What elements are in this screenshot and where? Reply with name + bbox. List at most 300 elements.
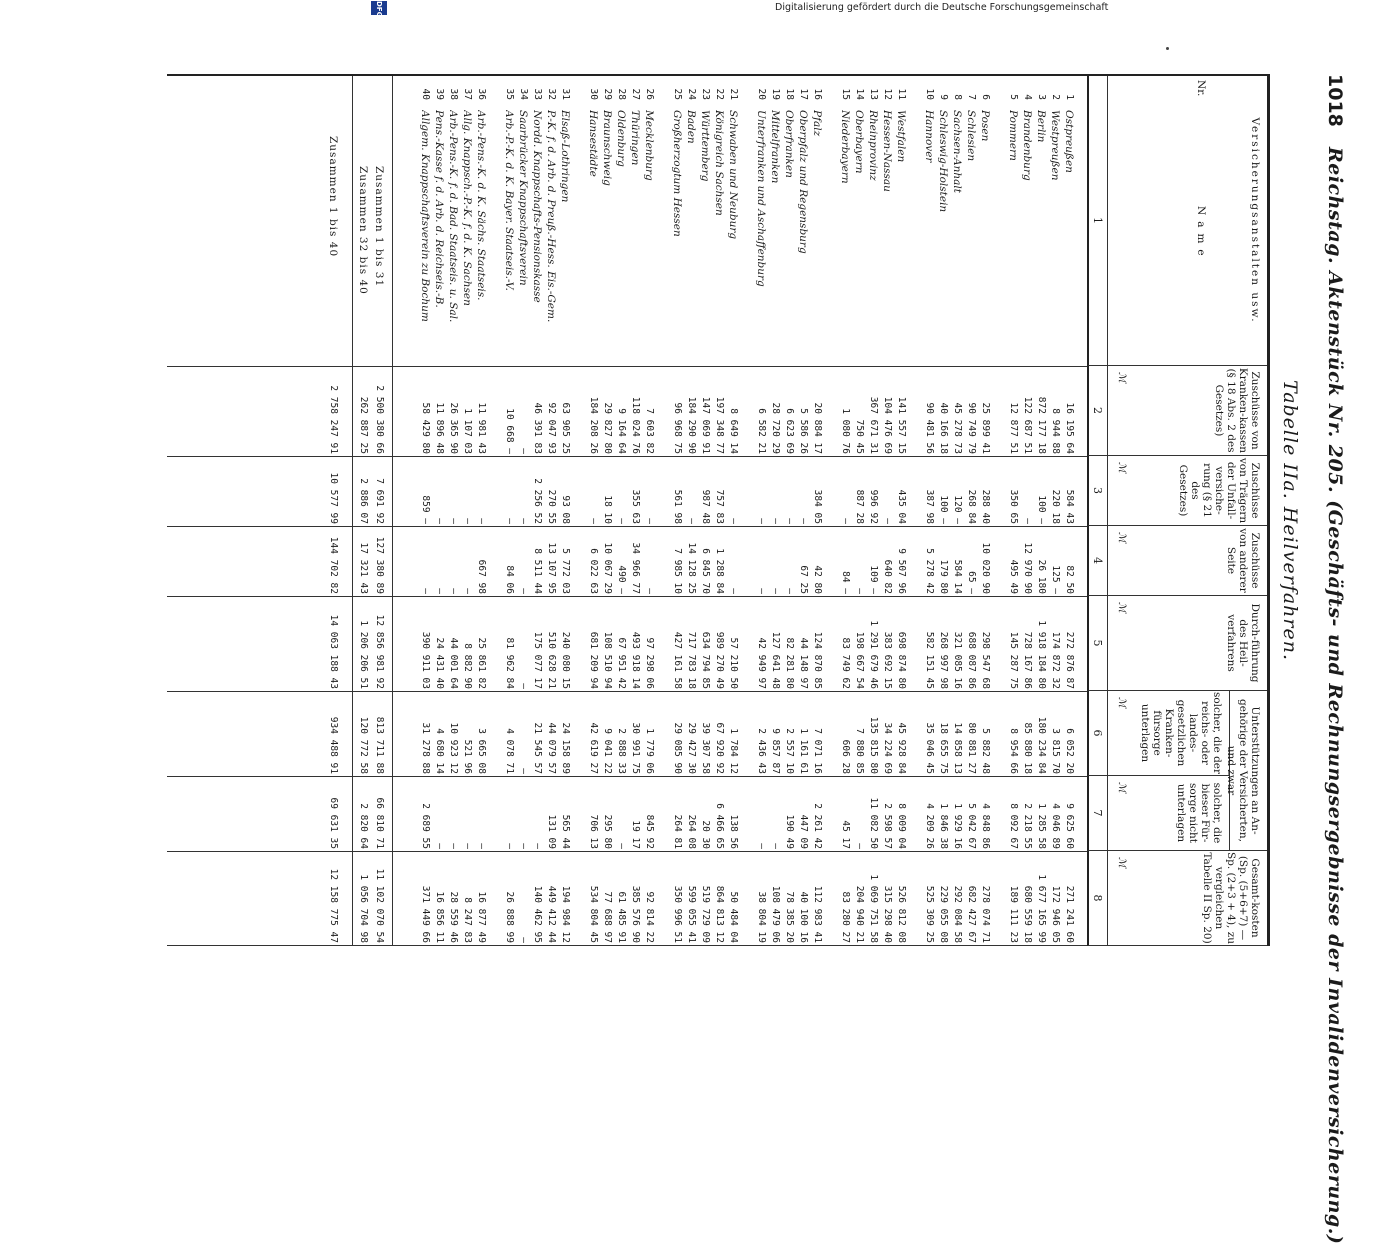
totals-row (373, 76, 385, 946)
table-row (531, 76, 543, 946)
row-number: 33 (532, 88, 543, 100)
cell-c6: 29 427 30 (686, 722, 697, 774)
cell-c4: — (784, 588, 795, 594)
cell-c4: 6 022 63 (588, 548, 599, 594)
row-number: 13 (868, 88, 879, 100)
total-cell-c2: 262 887 25 (358, 396, 369, 454)
row-number: 30 (588, 88, 599, 100)
institution-name: Braunschweig (601, 110, 613, 186)
institution-name: Arb.-P.-K. d. K. Bayer. Staatseis.-V. (503, 110, 515, 291)
row-number: 18 (784, 88, 795, 100)
cell-c8: 292 084 58 (952, 885, 963, 943)
table-row (1063, 76, 1075, 946)
cell-c4: 109 — (868, 565, 879, 594)
col-number-6: 6 (1087, 691, 1107, 776)
table-row (447, 76, 459, 946)
cell-c2: 9 164 64 (616, 408, 627, 454)
col-number-4: 4 (1087, 526, 1107, 596)
row-number: 26 (644, 88, 655, 100)
cell-c7: 845 92 (644, 814, 655, 849)
cell-c2: 8 649 14 (728, 408, 739, 454)
currency-mark: ℳ (1116, 697, 1127, 708)
cell-c5: 42 949 97 (756, 637, 767, 689)
cell-c3: 120 — (952, 495, 963, 524)
cell-c7: 9 625 60 (1064, 803, 1075, 849)
cell-c6: 3 815 70 (1050, 728, 1061, 774)
total-cell-c4: 17 321 43 (358, 542, 369, 594)
cell-c5: 493 918 14 (630, 631, 641, 689)
col-header-7: solcher, die bieser Für-sorge nicht unterlagen (1107, 776, 1229, 851)
cell-c4: 7 985 10 (672, 548, 683, 594)
cell-c2: 11 896 48 (434, 402, 445, 454)
institution-name: Oberbayern (853, 110, 865, 174)
cell-c5: 1 291 679 46 (868, 620, 879, 689)
cell-c4: 84 06 (504, 565, 515, 594)
cell-c4: 34 966 77 (630, 542, 641, 594)
cell-c2: 25 899 41 (980, 402, 991, 454)
cell-c4: 125 — (1050, 565, 1061, 594)
currency-mark: ℳ (1116, 532, 1127, 543)
cell-c7: 264 81 (672, 814, 683, 849)
cell-c8: 8 247 83 (462, 897, 473, 943)
cell-c4: 65 — (966, 571, 977, 594)
cell-c8: 83 280 27 (840, 891, 851, 943)
cell-c7: 295 80 (602, 814, 613, 849)
cell-c5: 24 431 40 (434, 637, 445, 689)
cell-c5: 272 876 87 (1064, 631, 1075, 689)
col-header-5: Durch-führung des Heil-verfahrens (1107, 596, 1267, 691)
table-row (1021, 76, 1033, 946)
cell-c7: — (504, 843, 515, 849)
cell-c5: 321 085 16 (952, 631, 963, 689)
cell-c3: — (1022, 518, 1033, 524)
cell-c3: 268 84 (966, 489, 977, 524)
table-row (937, 76, 949, 946)
cell-c6: 4 680 14 (434, 728, 445, 774)
cell-c7: 1 285 58 (1036, 803, 1047, 849)
cell-c3: — (840, 518, 851, 524)
total-cell-c8: 1 056 704 98 (358, 874, 369, 943)
institution-name: Ostpreußen (1063, 110, 1075, 173)
cell-c2: 367 671 31 (868, 396, 879, 454)
table-row (923, 76, 935, 946)
cell-c8: 172 946 05 (1050, 885, 1061, 943)
table-row (867, 76, 879, 946)
cell-c4: 84 — (840, 571, 851, 594)
table-row (1007, 76, 1019, 946)
cell-c8: 599 055 41 (686, 885, 697, 943)
cell-c3: 288 40 (980, 489, 991, 524)
page-number: 1018 (1324, 74, 1346, 127)
total-cell-c7: 66 810 71 (374, 797, 385, 849)
table-row (1049, 76, 1061, 946)
cell-c2: 184 208 26 (588, 396, 599, 454)
cell-c8: — (518, 937, 529, 943)
cell-c3: — (434, 518, 445, 524)
cell-c2: 6 582 21 (756, 408, 767, 454)
cell-c6: 21 545 57 (532, 722, 543, 774)
table-row (517, 76, 529, 946)
cell-c2: 7 603 82 (644, 408, 655, 454)
row-number: 23 (700, 88, 711, 100)
cell-c6: 14 858 13 (952, 722, 963, 774)
currency-mark: ℳ (1116, 782, 1127, 793)
cell-c8: 526 812 08 (896, 885, 907, 943)
row-number: 2 (1050, 94, 1061, 100)
cell-c5: 67 951 42 (616, 637, 627, 689)
cell-c4: 1 288 84 (714, 548, 725, 594)
table-row (629, 76, 641, 946)
institution-name: P.-K. f. d. Arb. d. Preuß.-Hess. Eis.-Gem. (545, 110, 557, 323)
col-header-3: Zuschüsse von Trägern der Unfall-versiche-rung (§ 21 des Gesetzes) (1107, 456, 1267, 526)
cell-c3: 100 — (1036, 495, 1047, 524)
cell-c2: 26 365 90 (448, 402, 459, 454)
table-row (475, 76, 487, 946)
row-number: 5 (1008, 94, 1019, 100)
currency-mark: ℳ (1116, 857, 1127, 868)
table-row (979, 76, 991, 946)
col-header-8: Gesamt-kosten (Sp. (5+6+7) — Sp. (2+3 + 4), zu vergleichen Tabelle II Sp. 20) (1107, 851, 1267, 946)
cell-c4: 667 98 (476, 559, 487, 594)
table-row (965, 76, 977, 946)
institution-name: Pommern (1007, 110, 1019, 161)
cell-c5: 44 001 64 (448, 637, 459, 689)
cell-c4: 12 970 90 (1022, 542, 1033, 594)
total-cell-c2: 2 758 247 91 (328, 385, 339, 454)
cell-c4: — (756, 588, 767, 594)
cell-c6: 29 085 90 (672, 722, 683, 774)
cell-c7: — (448, 843, 459, 849)
table-row (699, 76, 711, 946)
row-number: 38 (448, 88, 459, 100)
row-number: 31 (560, 88, 571, 100)
cell-c2: 28 720 29 (770, 402, 781, 454)
row-number: 32 (546, 88, 557, 100)
cell-c5: 108 510 94 (602, 631, 613, 689)
row-number: 29 (602, 88, 613, 100)
cell-c2: 5 586 26 (798, 408, 809, 454)
cell-c7: — (616, 843, 627, 849)
institution-name: Schlesien (965, 110, 977, 162)
col-number-5: 5 (1087, 596, 1107, 691)
cell-c7: 2 261 42 (812, 803, 823, 849)
cell-c6: 44 079 57 (546, 722, 557, 774)
cell-c3: — (588, 518, 599, 524)
cell-c5: 582 151 45 (924, 631, 935, 689)
cell-c8: 534 804 45 (588, 885, 599, 943)
cell-c6: 10 923 12 (448, 722, 459, 774)
cell-c5: 145 287 75 (1008, 631, 1019, 689)
row-number: 27 (630, 88, 641, 100)
cell-c3: 355 63 (630, 489, 641, 524)
grand-total-separator (352, 76, 353, 946)
institution-name: Posen (979, 110, 991, 142)
institution-name: Elsaß-Lothringen (559, 110, 571, 203)
cell-c2: 750 45 (854, 419, 865, 454)
cell-c7: 4 209 26 (924, 803, 935, 849)
cell-c6: 8 954 66 (1008, 728, 1019, 774)
cell-c3: 887 28 (854, 489, 865, 524)
cell-c6: 30 991 75 (630, 722, 641, 774)
institution-name: Unterfranken und Aschaffenburg (755, 110, 767, 287)
cell-c5: 681 209 94 (588, 631, 599, 689)
cell-c2: 118 024 76 (630, 396, 641, 454)
cell-c3: 270 55 (546, 489, 557, 524)
cell-c3: 987 48 (700, 489, 711, 524)
digitization-credit: Digitalisierung gefördert durch die Deutsche Forschungsgemeinschaft (775, 2, 1109, 13)
cell-c5: 83 749 62 (840, 637, 851, 689)
institution-name: Oberfranken (783, 110, 795, 178)
cell-c8: 140 462 95 (532, 885, 543, 943)
cell-c6: 7 880 85 (854, 728, 865, 774)
cell-c4: 495 49 (1008, 559, 1019, 594)
institution-name: Pens.-Kasse f. d. Arb. d. Reichseis.-B. (433, 110, 445, 308)
cell-c2: 1 107 03 (462, 408, 473, 454)
table-row (811, 76, 823, 946)
currency-mark: ℳ (1116, 462, 1127, 473)
column-divider (167, 456, 1087, 457)
scan-speck (1166, 47, 1169, 50)
cell-c3: — (770, 518, 781, 524)
institution-name: Oberpfalz und Regensburg (797, 110, 809, 254)
table-row (853, 76, 865, 946)
data-table (167, 74, 1270, 946)
cell-c3: — (462, 518, 473, 524)
row-number: 4 (1022, 94, 1033, 100)
row-number: 19 (770, 88, 781, 100)
table-row (461, 76, 473, 946)
cell-c6: 135 815 80 (868, 716, 879, 774)
cell-c2: 872 177 18 (1036, 396, 1047, 454)
cell-c6: 1 784 12 (728, 728, 739, 774)
total-cell-c6: 813 711 88 (374, 716, 385, 774)
cell-c2: 90 749 79 (966, 402, 977, 454)
cell-c6: 31 278 88 (420, 722, 431, 774)
cell-c2: 104 476 69 (882, 396, 893, 454)
table-row (503, 76, 515, 946)
cell-c5: 127 641 48 (770, 631, 781, 689)
row-number: 36 (476, 88, 487, 100)
cell-c6: 4 078 71 (504, 728, 515, 774)
cell-c6: 2 888 33 (616, 728, 627, 774)
cell-c6: 67 920 92 (714, 722, 725, 774)
cell-c3: 18 10 (602, 495, 613, 524)
cell-c3: — (476, 518, 487, 524)
cell-c4: 584 14 (952, 559, 963, 594)
cell-c3: 584 43 (1064, 489, 1075, 524)
cell-c7: 1 929 16 (952, 803, 963, 849)
cell-c4: — (728, 588, 739, 594)
cell-c6: 24 158 89 (560, 722, 571, 774)
total-cell-c2: 2 500 380 66 (374, 385, 385, 454)
institution-name: Oldenburg (615, 110, 627, 167)
cell-c3: — (882, 518, 893, 524)
institution-name: Großherzogtum Hessen (671, 110, 683, 237)
row-number: 14 (854, 88, 865, 100)
table-row (671, 76, 683, 946)
totals-label: Zusammen 1 bis 31 (373, 166, 385, 288)
col-header-6: solcher, die der reichs- oder landes-gesetzlichen Kranken-fürsorge unterlagen (1107, 691, 1229, 776)
institution-name: Schwaben und Neuburg (727, 110, 739, 240)
col-number-1: 1 (1087, 76, 1107, 366)
cell-c6: 80 881 27 (966, 722, 977, 774)
cell-c5: 25 861 82 (476, 637, 487, 689)
cell-c2: 45 278 73 (952, 402, 963, 454)
cell-c4: 6 845 70 (700, 548, 711, 594)
cell-c3: — (686, 518, 697, 524)
cell-c2: 12 877 51 (1008, 402, 1019, 454)
cell-c5: 198 667 54 (854, 631, 865, 689)
table-row (587, 76, 599, 946)
cell-c6: 9 041 22 (602, 728, 613, 774)
row-number: 15 (840, 88, 851, 100)
dfg-logo: DFG (371, 1, 387, 15)
row-number: 34 (518, 88, 529, 100)
table-row (545, 76, 557, 946)
cell-c2: 40 166 18 (938, 402, 949, 454)
institution-name: Mittelfranken (769, 110, 781, 184)
cell-c7: — (462, 843, 473, 849)
cell-c2: 46 391 83 (532, 402, 543, 454)
column-divider (167, 851, 1087, 852)
cell-c8: 50 484 04 (728, 891, 739, 943)
row-number: 7 (966, 94, 977, 100)
row-number: 25 (672, 88, 683, 100)
cell-c5: 268 997 98 (938, 631, 949, 689)
cell-c5: 1 918 184 80 (1036, 620, 1047, 689)
cell-c6: 3 665 08 (476, 728, 487, 774)
cell-c6: 35 046 45 (924, 722, 935, 774)
cell-c8: 1 069 751 58 (868, 874, 879, 943)
cell-c3: 561 98 (672, 489, 683, 524)
cell-c6: 9 857 87 (770, 728, 781, 774)
cell-c8: 61 485 91 (616, 891, 627, 943)
cell-c4: 13 107 95 (546, 542, 557, 594)
cell-c7: 19 17 (630, 820, 641, 849)
row-number: 16 (812, 88, 823, 100)
cell-c6: 2 436 43 (756, 728, 767, 774)
cell-c7: 8 009 04 (896, 803, 907, 849)
institution-name: Brandenburg (1021, 110, 1033, 181)
cell-c3: — (518, 518, 529, 524)
col-header-name: Name (1195, 206, 1207, 262)
row-number: 22 (714, 88, 725, 100)
cell-c6: 1 161 61 (798, 728, 809, 774)
column-divider (167, 596, 1087, 597)
total-cell-c5: 1 206 206 51 (358, 620, 369, 689)
cell-c8: 108 479 06 (770, 885, 781, 943)
column-divider (167, 526, 1087, 527)
total-cell-c3: 10 577 99 (328, 472, 339, 524)
cell-c4: 82 50 (1064, 565, 1075, 594)
institution-name: Rheinprovinz (867, 110, 879, 181)
col-header-institution (1107, 76, 1267, 366)
cell-c2: 1 080 76 (840, 408, 851, 454)
cell-c5: 383 692 15 (882, 631, 893, 689)
row-number: 1 (1064, 94, 1075, 100)
cell-c8: 449 412 44 (546, 885, 557, 943)
cell-c3: — (784, 518, 795, 524)
cell-c7: 1 846 38 (938, 803, 949, 849)
cell-c8: 350 996 51 (672, 885, 683, 943)
table-row (881, 76, 893, 946)
cell-c3: 387 98 (924, 489, 935, 524)
cell-c4: — (518, 588, 529, 594)
cell-c7: 11 082 50 (868, 797, 879, 849)
cell-c7: 190 49 (784, 814, 795, 849)
cell-c6: — (518, 768, 529, 774)
cell-c4: 42 80 (812, 565, 823, 594)
cell-c7: 264 08 (686, 814, 697, 849)
institution-name: Schleswig-Holstein (937, 110, 949, 213)
page-header (1312, 74, 1346, 1244)
cell-c4: — (644, 588, 655, 594)
cell-c5: 57 210 50 (728, 637, 739, 689)
row-number: 35 (504, 88, 515, 100)
col-number-2: 2 (1087, 366, 1107, 456)
cell-c8: 28 559 46 (448, 891, 459, 943)
row-number: 8 (952, 94, 963, 100)
cell-c4: — (434, 588, 445, 594)
cell-c7: — (518, 843, 529, 849)
institution-name: Allgem. Knappschaftsverein zu Bochum (419, 110, 431, 322)
cell-c3: 350 65 (1008, 489, 1019, 524)
cell-c7: 131 09 (546, 814, 557, 849)
cell-c3: 2 256 52 (532, 478, 543, 524)
cell-c2: 147 069 91 (700, 396, 711, 454)
cell-c8: 525 309 25 (924, 885, 935, 943)
cell-c4: 640 82 (882, 559, 893, 594)
institution-name: Westpreußen (1049, 110, 1061, 181)
cell-c8: 682 427 67 (966, 885, 977, 943)
cell-c5: 427 161 58 (672, 631, 683, 689)
col-header-2: Zuschüsse von Kranken-kassen (§ 18 Abs. 2 des Gesetzes) (1107, 366, 1267, 456)
cell-c2: 90 481 56 (924, 402, 935, 454)
institution-name: Hessen-Nassau (881, 110, 893, 192)
cell-c8: 112 983 41 (812, 885, 823, 943)
cell-c8: 16 877 49 (476, 891, 487, 943)
cell-c7: 20 30 (700, 820, 711, 849)
cell-c7: — (756, 843, 767, 849)
institution-name: Württemberg (699, 110, 711, 182)
cell-c5: — (518, 683, 529, 689)
cell-c8: 194 984 12 (560, 885, 571, 943)
table-row (755, 76, 767, 946)
table-row (601, 76, 613, 946)
cell-c7: 706 13 (588, 814, 599, 849)
total-cell-c6: 120 772 58 (358, 716, 369, 774)
cell-c2: 141 557 15 (896, 396, 907, 454)
cell-c8: 371 449 66 (420, 885, 431, 943)
cell-c8: 204 940 21 (854, 885, 865, 943)
col-number-8: 8 (1087, 851, 1107, 946)
cell-c8: 385 576 90 (630, 885, 641, 943)
cell-c5: 728 167 86 (1022, 631, 1033, 689)
cell-c8: 92 814 22 (644, 891, 655, 943)
cell-c5: 175 077 17 (532, 631, 543, 689)
cell-c8: 271 241 60 (1064, 885, 1075, 943)
row-number: 40 (420, 88, 431, 100)
cell-c6: 34 224 69 (882, 722, 893, 774)
cell-c7: 45 17 (840, 820, 851, 849)
row-number: 20 (756, 88, 767, 100)
cell-c6: 180 234 84 (1036, 716, 1047, 774)
table-row (783, 76, 795, 946)
cell-c2: 197 348 77 (714, 396, 725, 454)
cell-c2: 184 290 90 (686, 396, 697, 454)
row-number: 21 (728, 88, 739, 100)
cell-c2: 63 905 25 (560, 402, 571, 454)
